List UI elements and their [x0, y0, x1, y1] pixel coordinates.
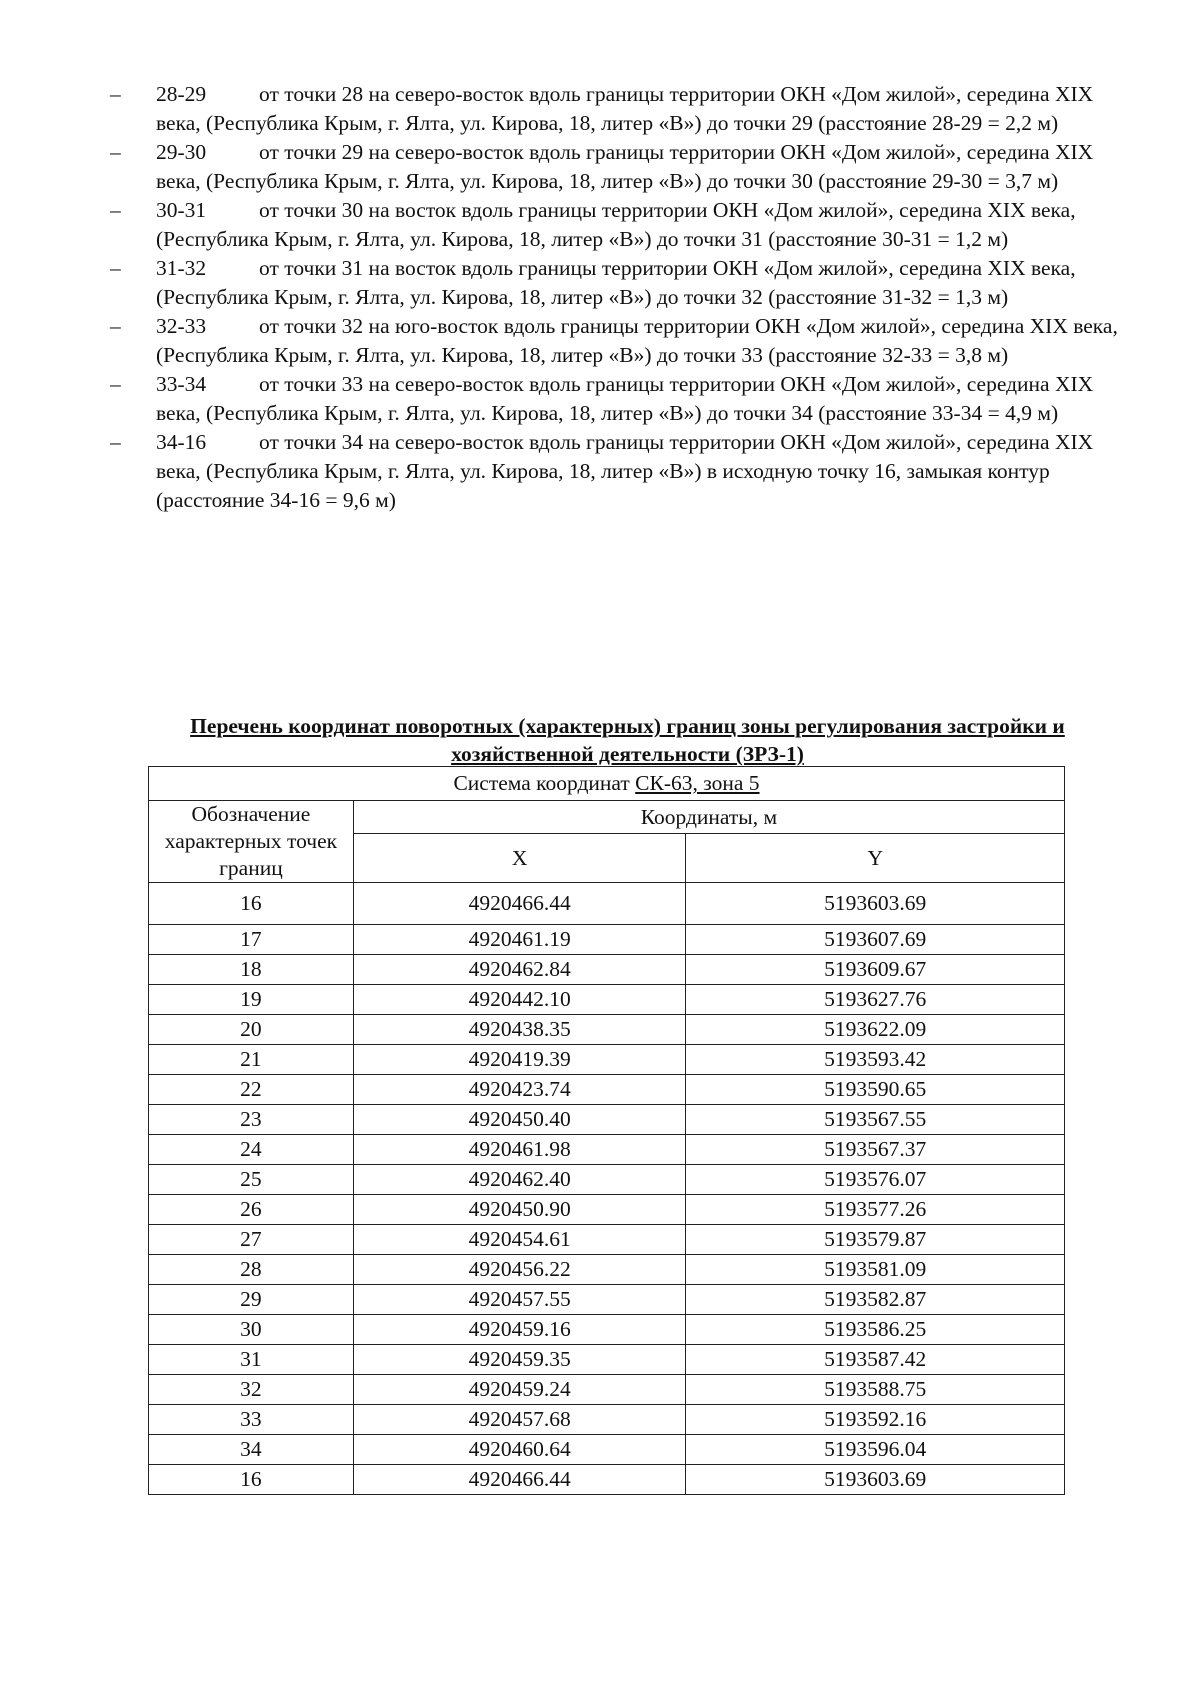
point-cell: 24	[149, 1135, 354, 1165]
y-cell: 5193592.16	[686, 1405, 1065, 1435]
table-row	[149, 1315, 1065, 1345]
dash-bullet: –	[110, 314, 121, 338]
point-cell: 31	[149, 1345, 354, 1375]
table-row	[149, 883, 1065, 925]
x-cell: 4920461.19	[353, 925, 686, 955]
point-cell: 21	[149, 1045, 354, 1075]
table-title: Перечень координат поворотных (характерных) границ зоны регулирования застройки и хозяйственной деятельности (ЗРЗ-1)	[190, 714, 1065, 766]
x-cell: 4920460.64	[353, 1435, 686, 1465]
segment-code: 29-30	[156, 140, 207, 164]
y-cell: 5193622.09	[686, 1015, 1065, 1045]
x-cell: 4920459.35	[353, 1345, 686, 1375]
segment-text: от точки 28 на северо-восток вдоль границы территории ОКН «Дом жилой», середина XIX века, (Республика Крым, г. Ялта, ул. Кирова, 18, литер «В») до точки 29 (расстояние 28-29 = 2,2 м)	[156, 82, 1094, 135]
y-cell: 5193593.42	[686, 1045, 1065, 1075]
x-cell: 4920462.40	[353, 1165, 686, 1195]
point-cell: 23	[149, 1105, 354, 1135]
point-cell: 16	[149, 883, 354, 925]
segment-text: от точки 30 на восток вдоль границы территории ОКН «Дом жилой», середина XIX века, (Республика Крым, г. Ялта, ул. Кирова, 18, литер «В») до точки 31 (расстояние 30-31 = 1,2 м)	[156, 198, 1076, 251]
table-row	[149, 955, 1065, 985]
point-cell: 25	[149, 1165, 354, 1195]
x-cell: 4920419.39	[353, 1045, 686, 1075]
point-designation-header: Обозначение характерных точек границ	[149, 801, 354, 883]
table-row	[149, 1165, 1065, 1195]
segment-text: от точки 34 на северо-восток вдоль границы территории ОКН «Дом жилой», середина XIX века, (Республика Крым, г. Ялта, ул. Кирова, 18, литер «В») в исходную точку 16, замыкая контур (расстояние 34-16 = 9,6 м)	[156, 430, 1094, 512]
coordinate-system-prefix: Система координат	[453, 771, 636, 795]
dash-bullet: –	[110, 198, 121, 222]
y-cell: 5193567.37	[686, 1135, 1065, 1165]
table-row	[149, 1075, 1065, 1105]
segment-code: 33-34	[156, 372, 207, 396]
table-row	[149, 1045, 1065, 1075]
dash-bullet: –	[110, 372, 121, 396]
y-cell: 5193567.55	[686, 1105, 1065, 1135]
point-cell: 29	[149, 1285, 354, 1315]
x-cell: 4920438.35	[353, 1015, 686, 1045]
header-row	[149, 801, 1065, 834]
segment-code: 32-33	[156, 314, 207, 338]
y-cell: 5193603.69	[686, 883, 1065, 925]
x-cell: 4920423.74	[353, 1075, 686, 1105]
point-cell: 22	[149, 1075, 354, 1105]
point-cell: 19	[149, 985, 354, 1015]
table-row	[149, 985, 1065, 1015]
boundary-description-list	[108, 80, 1118, 515]
list-item	[108, 196, 1118, 254]
segment-code: 30-31	[156, 198, 207, 222]
x-cell: 4920454.61	[353, 1225, 686, 1255]
y-cell: 5193596.04	[686, 1435, 1065, 1465]
segment-code: 31-32	[156, 256, 207, 280]
point-cell: 20	[149, 1015, 354, 1045]
y-cell: 5193627.76	[686, 985, 1065, 1015]
y-cell: 5193576.07	[686, 1165, 1065, 1195]
segment-text: от точки 33 на северо-восток вдоль границы территории ОКН «Дом жилой», середина XIX века, (Республика Крым, г. Ялта, ул. Кирова, 18, литер «В») до точки 34 (расстояние 33-34 = 4,9 м)	[156, 372, 1094, 425]
point-cell: 34	[149, 1435, 354, 1465]
x-cell: 4920450.40	[353, 1105, 686, 1135]
coordinates-table	[148, 766, 1065, 1495]
table-row	[149, 1255, 1065, 1285]
x-cell: 4920462.84	[353, 955, 686, 985]
segment-text: от точки 31 на восток вдоль границы территории ОКН «Дом жилой», середина XIX века, (Республика Крым, г. Ялта, ул. Кирова, 18, литер «В») до точки 32 (расстояние 31-32 = 1,3 м)	[156, 256, 1076, 309]
x-cell: 4920459.16	[353, 1315, 686, 1345]
segment-code: 28-29	[156, 82, 207, 106]
y-cell: 5193588.75	[686, 1375, 1065, 1405]
x-cell: 4920457.55	[353, 1285, 686, 1315]
table-row	[149, 1225, 1065, 1255]
table-row	[149, 925, 1065, 955]
point-cell: 18	[149, 955, 354, 985]
list-item	[108, 370, 1118, 428]
table-row	[149, 1285, 1065, 1315]
list-item	[108, 312, 1118, 370]
y-cell: 5193586.25	[686, 1315, 1065, 1345]
dash-bullet: –	[110, 82, 121, 106]
point-cell: 26	[149, 1195, 354, 1225]
x-cell: 4920466.44	[353, 883, 686, 925]
segment-code: 34-16	[156, 430, 207, 454]
y-cell: 5193581.09	[686, 1255, 1065, 1285]
dash-bullet: –	[110, 430, 121, 454]
table-row	[149, 1435, 1065, 1465]
list-item	[108, 80, 1118, 138]
segment-text: от точки 32 на юго-восток вдоль границы территории ОКН «Дом жилой», середина XIX века, (Республика Крым, г. Ялта, ул. Кирова, 18, литер «В») до точки 33 (расстояние 32-33 = 3,8 м)	[156, 314, 1118, 367]
x-cell: 4920442.10	[353, 985, 686, 1015]
list-item	[108, 254, 1118, 312]
point-cell: 30	[149, 1315, 354, 1345]
coordinates-header: Координаты, м	[353, 801, 1064, 834]
coordinate-system-cell	[149, 767, 1065, 801]
x-cell: 4920461.98	[353, 1135, 686, 1165]
point-cell: 28	[149, 1255, 354, 1285]
point-cell: 16	[149, 1465, 354, 1495]
table-row	[149, 1375, 1065, 1405]
x-cell: 4920450.90	[353, 1195, 686, 1225]
y-cell: 5193579.87	[686, 1225, 1065, 1255]
list-item	[108, 138, 1118, 196]
x-cell: 4920456.22	[353, 1255, 686, 1285]
y-cell: 5193607.69	[686, 925, 1065, 955]
coordinate-system-name: СК-63, зона 5	[635, 771, 760, 795]
point-cell: 32	[149, 1375, 354, 1405]
segment-text: от точки 29 на северо-восток вдоль границы территории ОКН «Дом жилой», середина XIX века, (Республика Крым, г. Ялта, ул. Кирова, 18, литер «В») до точки 30 (расстояние 29-30 = 3,7 м)	[156, 140, 1094, 193]
y-cell: 5193603.69	[686, 1465, 1065, 1495]
y-cell: 5193609.67	[686, 955, 1065, 985]
table-row	[149, 1015, 1065, 1045]
coordinate-system-row	[149, 767, 1065, 801]
x-cell: 4920466.44	[353, 1465, 686, 1495]
table-row	[149, 1405, 1065, 1435]
table-row	[149, 1105, 1065, 1135]
point-cell: 33	[149, 1405, 354, 1435]
x-cell: 4920457.68	[353, 1405, 686, 1435]
dash-bullet: –	[110, 140, 121, 164]
point-cell: 17	[149, 925, 354, 955]
table-row	[149, 1465, 1065, 1495]
list-item	[108, 428, 1118, 515]
point-cell: 27	[149, 1225, 354, 1255]
table-row	[149, 1345, 1065, 1375]
table-row	[149, 1135, 1065, 1165]
y-cell: 5193587.42	[686, 1345, 1065, 1375]
table-row	[149, 1195, 1065, 1225]
y-cell: 5193577.26	[686, 1195, 1065, 1225]
y-cell: 5193590.65	[686, 1075, 1065, 1105]
y-column-header: Y	[686, 834, 1065, 883]
x-cell: 4920459.24	[353, 1375, 686, 1405]
y-cell: 5193582.87	[686, 1285, 1065, 1315]
x-column-header: X	[353, 834, 686, 883]
dash-bullet: –	[110, 256, 121, 280]
